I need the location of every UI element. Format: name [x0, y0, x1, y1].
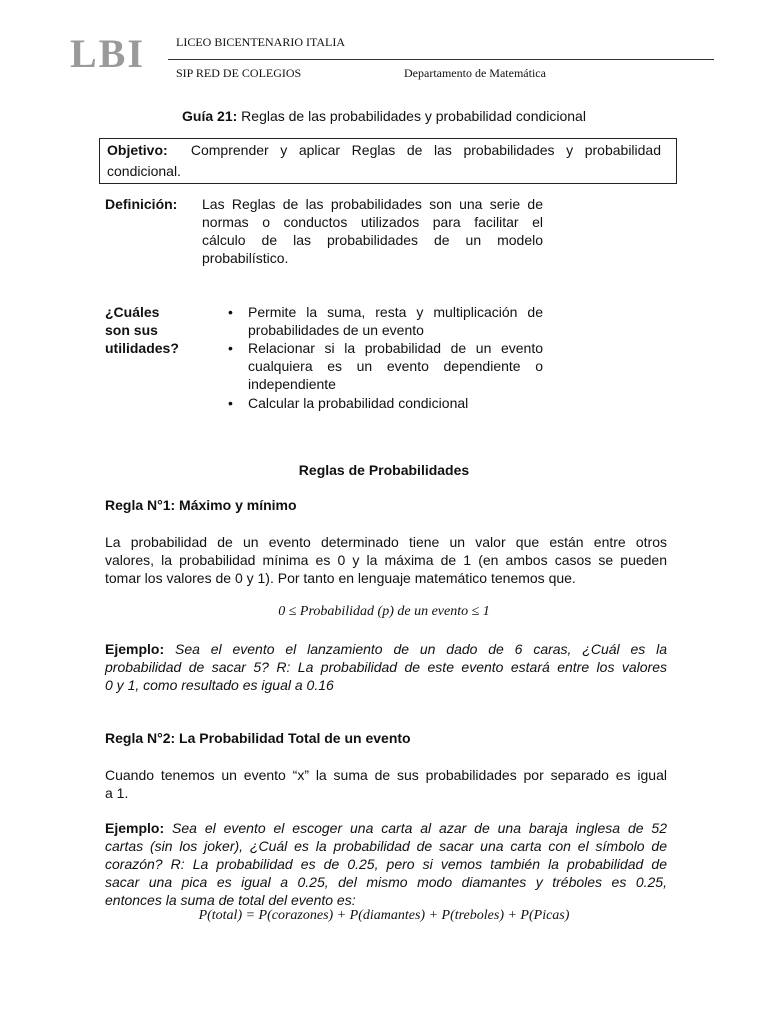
objective-line-1 [107, 140, 661, 161]
rule1-formula: 0 ≤ Probabilidad (p) de un evento ≤ 1 [278, 604, 490, 619]
guide-title: Reglas de las probabilidades y probabilidad condicional [241, 108, 586, 124]
rule1-paragraph: La probabilidad de un evento determinado tiene un valor que están entre otros valores, la probabilidad mínima es 0 y la máxima de 1 (en ambos casos se pueden tomar los valores de 0 y 1). Por tanto en lenguaje matemático tenemos que. [105, 534, 667, 586]
definition-line: Las Reglas de las probabilidades son una serie de [202, 196, 543, 212]
rule2-paragraph: Cuando tenemos un evento “x” la suma de sus probabilidades por separado es igual a 1. [105, 767, 667, 801]
department-name: Departamento de Matemática [404, 66, 546, 80]
rule1-heading: Regla N°1: Máximo y mínimo [105, 497, 297, 513]
bullet-item: Relacionar si la probabilidad de un evento cualquiera es un evento dependiente o independiente [248, 340, 543, 392]
utilities-label: ¿Cuáles son sus utilidades? [105, 304, 179, 356]
definition-line: probabilístico. [202, 250, 289, 266]
definition-label: Definición: [105, 196, 178, 212]
bullet-item: Calcular la probabilidad condicional [248, 395, 469, 411]
bullet-dot: • [228, 304, 233, 320]
network-name: SIP RED DE COLEGIOS [176, 66, 302, 80]
guide-number: Guía 21: [182, 108, 238, 124]
objective-text-1: Comprender y aplicar Reglas de las probabilidades y probabilidad [190, 142, 662, 158]
definition-line: cálculo de las probabilidades de un modelo [202, 232, 543, 248]
school-logo: LBI [70, 31, 145, 76]
rule2-example: Ejemplo: Sea el evento el escoger una carta al azar de una baraja inglesa de 52 cartas (sin los joker), ¿Cuál es la probabilidad de sacar una carta con el símbolo de corazón? R: La probabilidad es de 0.25, pero si vemos también la probabilidad de sacar una pica es igual a 0.25, del mismo modo diamantes y tréboles es 0.25, entonces la suma de total del evento es: [105, 820, 667, 908]
example-label: Ejemplo: [105, 641, 165, 657]
header-divider [168, 59, 714, 60]
rule2-heading: Regla N°2: La Probabilidad Total de un evento [105, 730, 411, 746]
rule1-example: Ejemplo: Sea el evento el lanzamiento de un dado de 6 caras, ¿Cuál es la probabilidad de sacar 5? R: La probabilidad de este evento estará entre los valores 0 y 1, como resultado es igual a 0.16 [105, 641, 668, 693]
objective-label: Objetivo: [107, 142, 168, 158]
bullet-dot: • [228, 340, 233, 356]
school-name: LICEO BICENTENARIO ITALIA [176, 35, 346, 49]
rules-heading: Reglas de Probabilidades [298, 462, 470, 478]
example-label: Ejemplo: [105, 820, 165, 836]
bullet-item: Permite la suma, resta y multiplicación de probabilidades de un evento [248, 304, 543, 338]
definition-line: normas o conductos utilizados para facilitar el [202, 214, 543, 230]
bullet-dot: • [228, 395, 233, 411]
page-title [0, 108, 768, 124]
rule2-formula: P(total) = P(corazones) + P(diamantes) + P(treboles) + P(Picas) [198, 908, 570, 923]
definition-text [202, 195, 543, 267]
objective-text-2: condicional. [107, 163, 181, 179]
